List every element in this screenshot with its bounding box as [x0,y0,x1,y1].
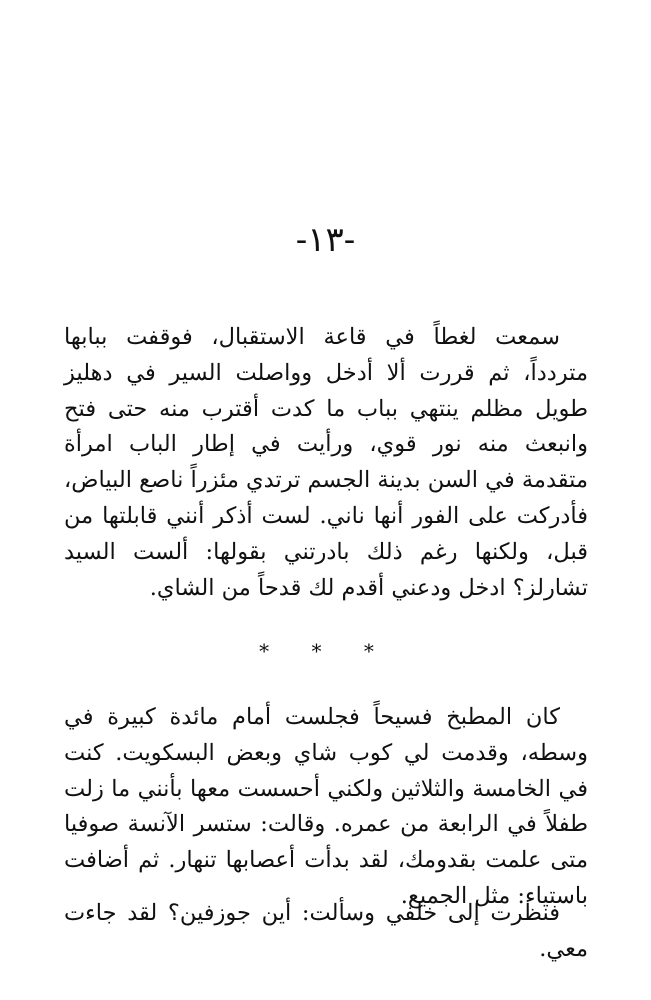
page-number: -١٣- [295,220,356,260]
paragraph: فنظرت إلى خلفي وسألت: أين جوزفين؟ لقد جاءت معي. [64,900,588,962]
section-separator: * * * [259,639,392,663]
paragraph: كان المطبخ فسيحاً فجلست أمام مائدة كبيرة في وسطه، وقدمت لي كوب شاي وبعض البسكويت. كنت في الخامسة والثلاثين ولكني أحسست معها بأنني ما زلت طفلاً في الرابعة من عمره. وقالت: ستسر الآنسة صوفيا متى علمت بقدومك، لقد بدأت أعصابها تنهار. ثم أضافت باستياء: مثل الجميع. [64,704,588,909]
section-2-paragraph-1 [64,700,588,915]
paragraph: سمعت لغطاً في قاعة الاستقبال، فوقفت ببابها متردداً، ثم قررت ألا أدخل وواصلت السير في دهليز طويل مظلم ينتهي بباب ما كدت أقترب منه حتى فتح وانبعث منه نور قوي، ورأيت في إطار الباب امرأة متقدمة في السن بدينة الجسم ترتدي مئزراً ناصع البياض، فأدركت على الفور أنها ناني. لست أذكر أنني قابلتها من قبل، ولكنها رغم ذلك بادرتني بقولها: ألست السيد تشارلز؟ ادخل ودعني أقدم لك قدحاً من الشاي. [64,324,588,601]
section-2-paragraph-2 [64,896,588,968]
section-1 [64,320,588,606]
